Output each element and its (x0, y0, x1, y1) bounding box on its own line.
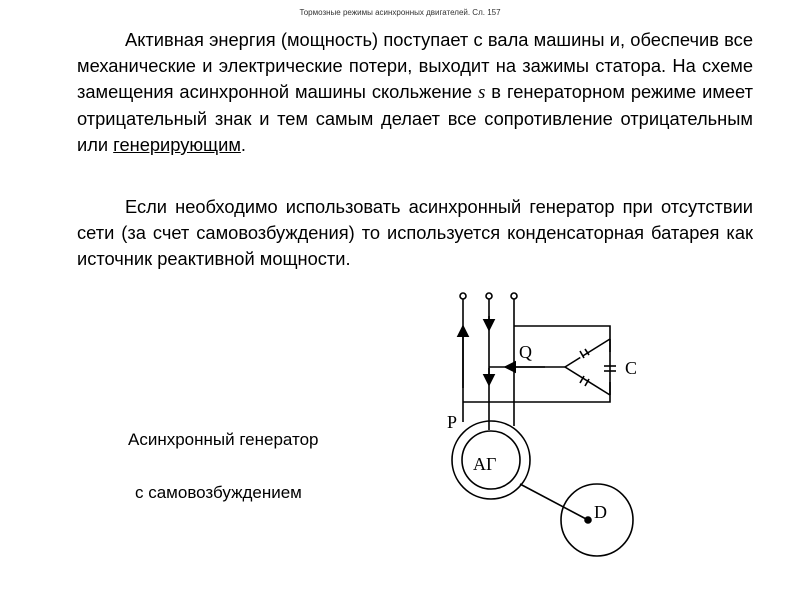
label-ag: АГ (473, 454, 497, 474)
label-c: C (625, 358, 638, 378)
bus-bottom (463, 382, 610, 402)
underlined-term: генерирующим (113, 134, 241, 155)
drive-shaft-dot (585, 517, 591, 523)
caption-line1: Асинхронный генератор (128, 430, 319, 449)
caption-line2: с самовозбуждением (135, 483, 302, 502)
label-q: Q (519, 342, 532, 362)
terminal-2 (486, 293, 492, 299)
terminal-1 (460, 293, 466, 299)
paragraph1-text-a: Активная энергия (мощность) поступает с вала машины и, обеспечив все механические и электрические потери, выходит на зажимы статора. На схеме замещения асинхронной машины скольжение (77, 29, 753, 102)
paragraph1-text-b: в генераторном режиме имеет отрицательный знак и тем самым делает все сопротивление отрицательным или (77, 81, 753, 155)
paragraph2-text: Если необходимо использовать асинхронный генератор при отсутствии сети (за счет самовозбуждения) то используется конденсаторная батарея как источник реактивной мощности. (77, 196, 753, 269)
label-d: D (594, 502, 607, 522)
terminal-3 (511, 293, 517, 299)
paragraph1-end: . (240, 134, 246, 155)
slide-header: Тормозные режимы асинхронных двигателей. Сл. 157 (299, 8, 501, 17)
label-p: P (447, 412, 458, 432)
slip-variable: s (477, 82, 486, 103)
